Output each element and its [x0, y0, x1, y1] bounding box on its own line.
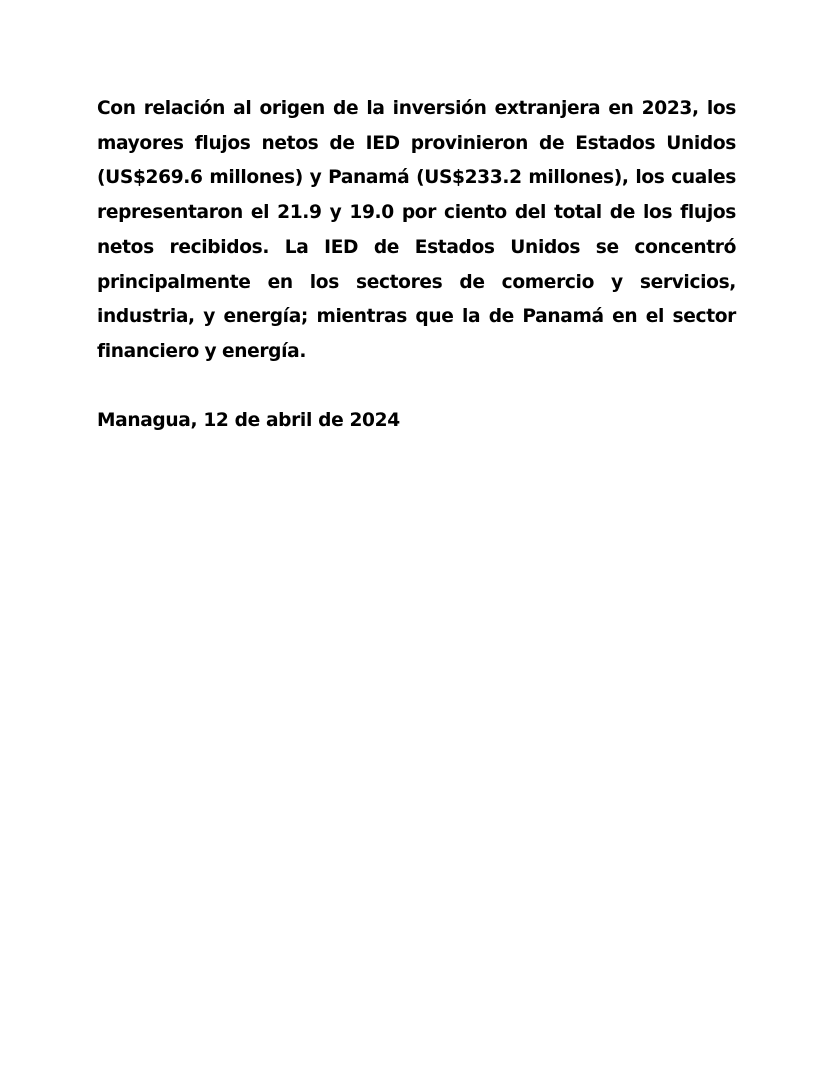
document-page — [97, 92, 736, 438]
body-paragraph: Con relación al origen de la inversión extranjera en 2023, los mayores flujos netos de IED provinieron de Estados Unidos (US$269.6 millones) y Panamá (US$233.2 millones), los cuales representaron el 21.9 y 19.0 por ciento del total de los flujos netos recibidos. La IED de Estados Unidos se concentró principalmente en los sectores de comercio y servicios, industria, y energía; mientras que la de Panamá en el sector financiero y energía. — [97, 98, 736, 362]
dateline: Managua, 12 de abril de 2024 — [97, 409, 400, 431]
